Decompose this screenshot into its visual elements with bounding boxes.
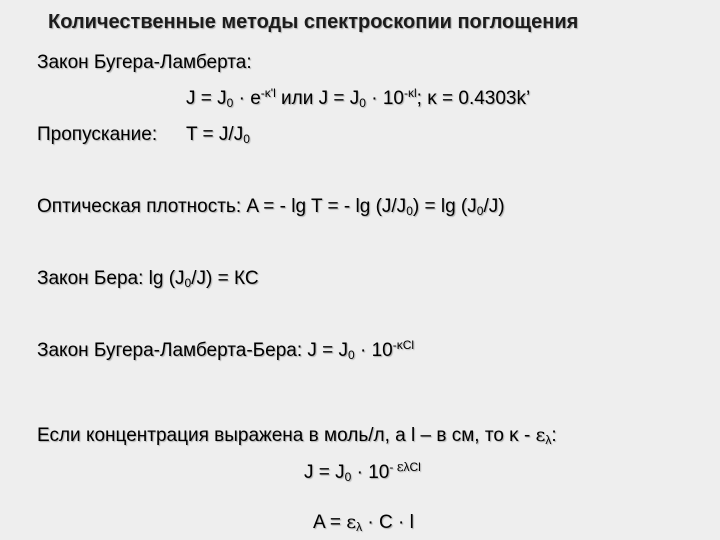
- molar-concentration-note: Если концентрация выражена в моль/л, а l – в см, то κ - $\varepsilon_\lambda$:: [37, 424, 557, 447]
- optical-density-formula: Оптическая плотность: A = - lg T = - $\lg (J/J_0) = \lg (J_0/J)$: [37, 196, 505, 218]
- transmission-formula: $T = J/J_0$: [186, 124, 250, 146]
- bouguer-lambert-beer-formula: Закон Бугера-Ламберта-Бера: $J = J_0 \cdot 10^{-\kappa Cl}$: [37, 338, 415, 362]
- molar-formula: $J = J_0 \cdot 10^{- \varepsilon\lambda Cl}$: [304, 460, 421, 484]
- transmission-label: Пропускание:: [37, 124, 158, 145]
- bouguer-lambert-label: Закон Бугера-Ламберта:: [37, 52, 252, 73]
- page-title: Количественные методы спектроскопии поглощения: [48, 11, 579, 33]
- absorbance-formula: $A = \varepsilon_\lambda \cdot C \cdot l$: [313, 511, 414, 534]
- beer-law-formula: Закон Бера: $\lg (J_0/J)$ = КС: [37, 268, 259, 290]
- bouguer-lambert-formula: $J = J_0 \cdot e^{-\kappa'l}$ или $J = J_0 \cdot 10^{-\kappa l}$; κ = 0.4303k’: [186, 86, 531, 110]
